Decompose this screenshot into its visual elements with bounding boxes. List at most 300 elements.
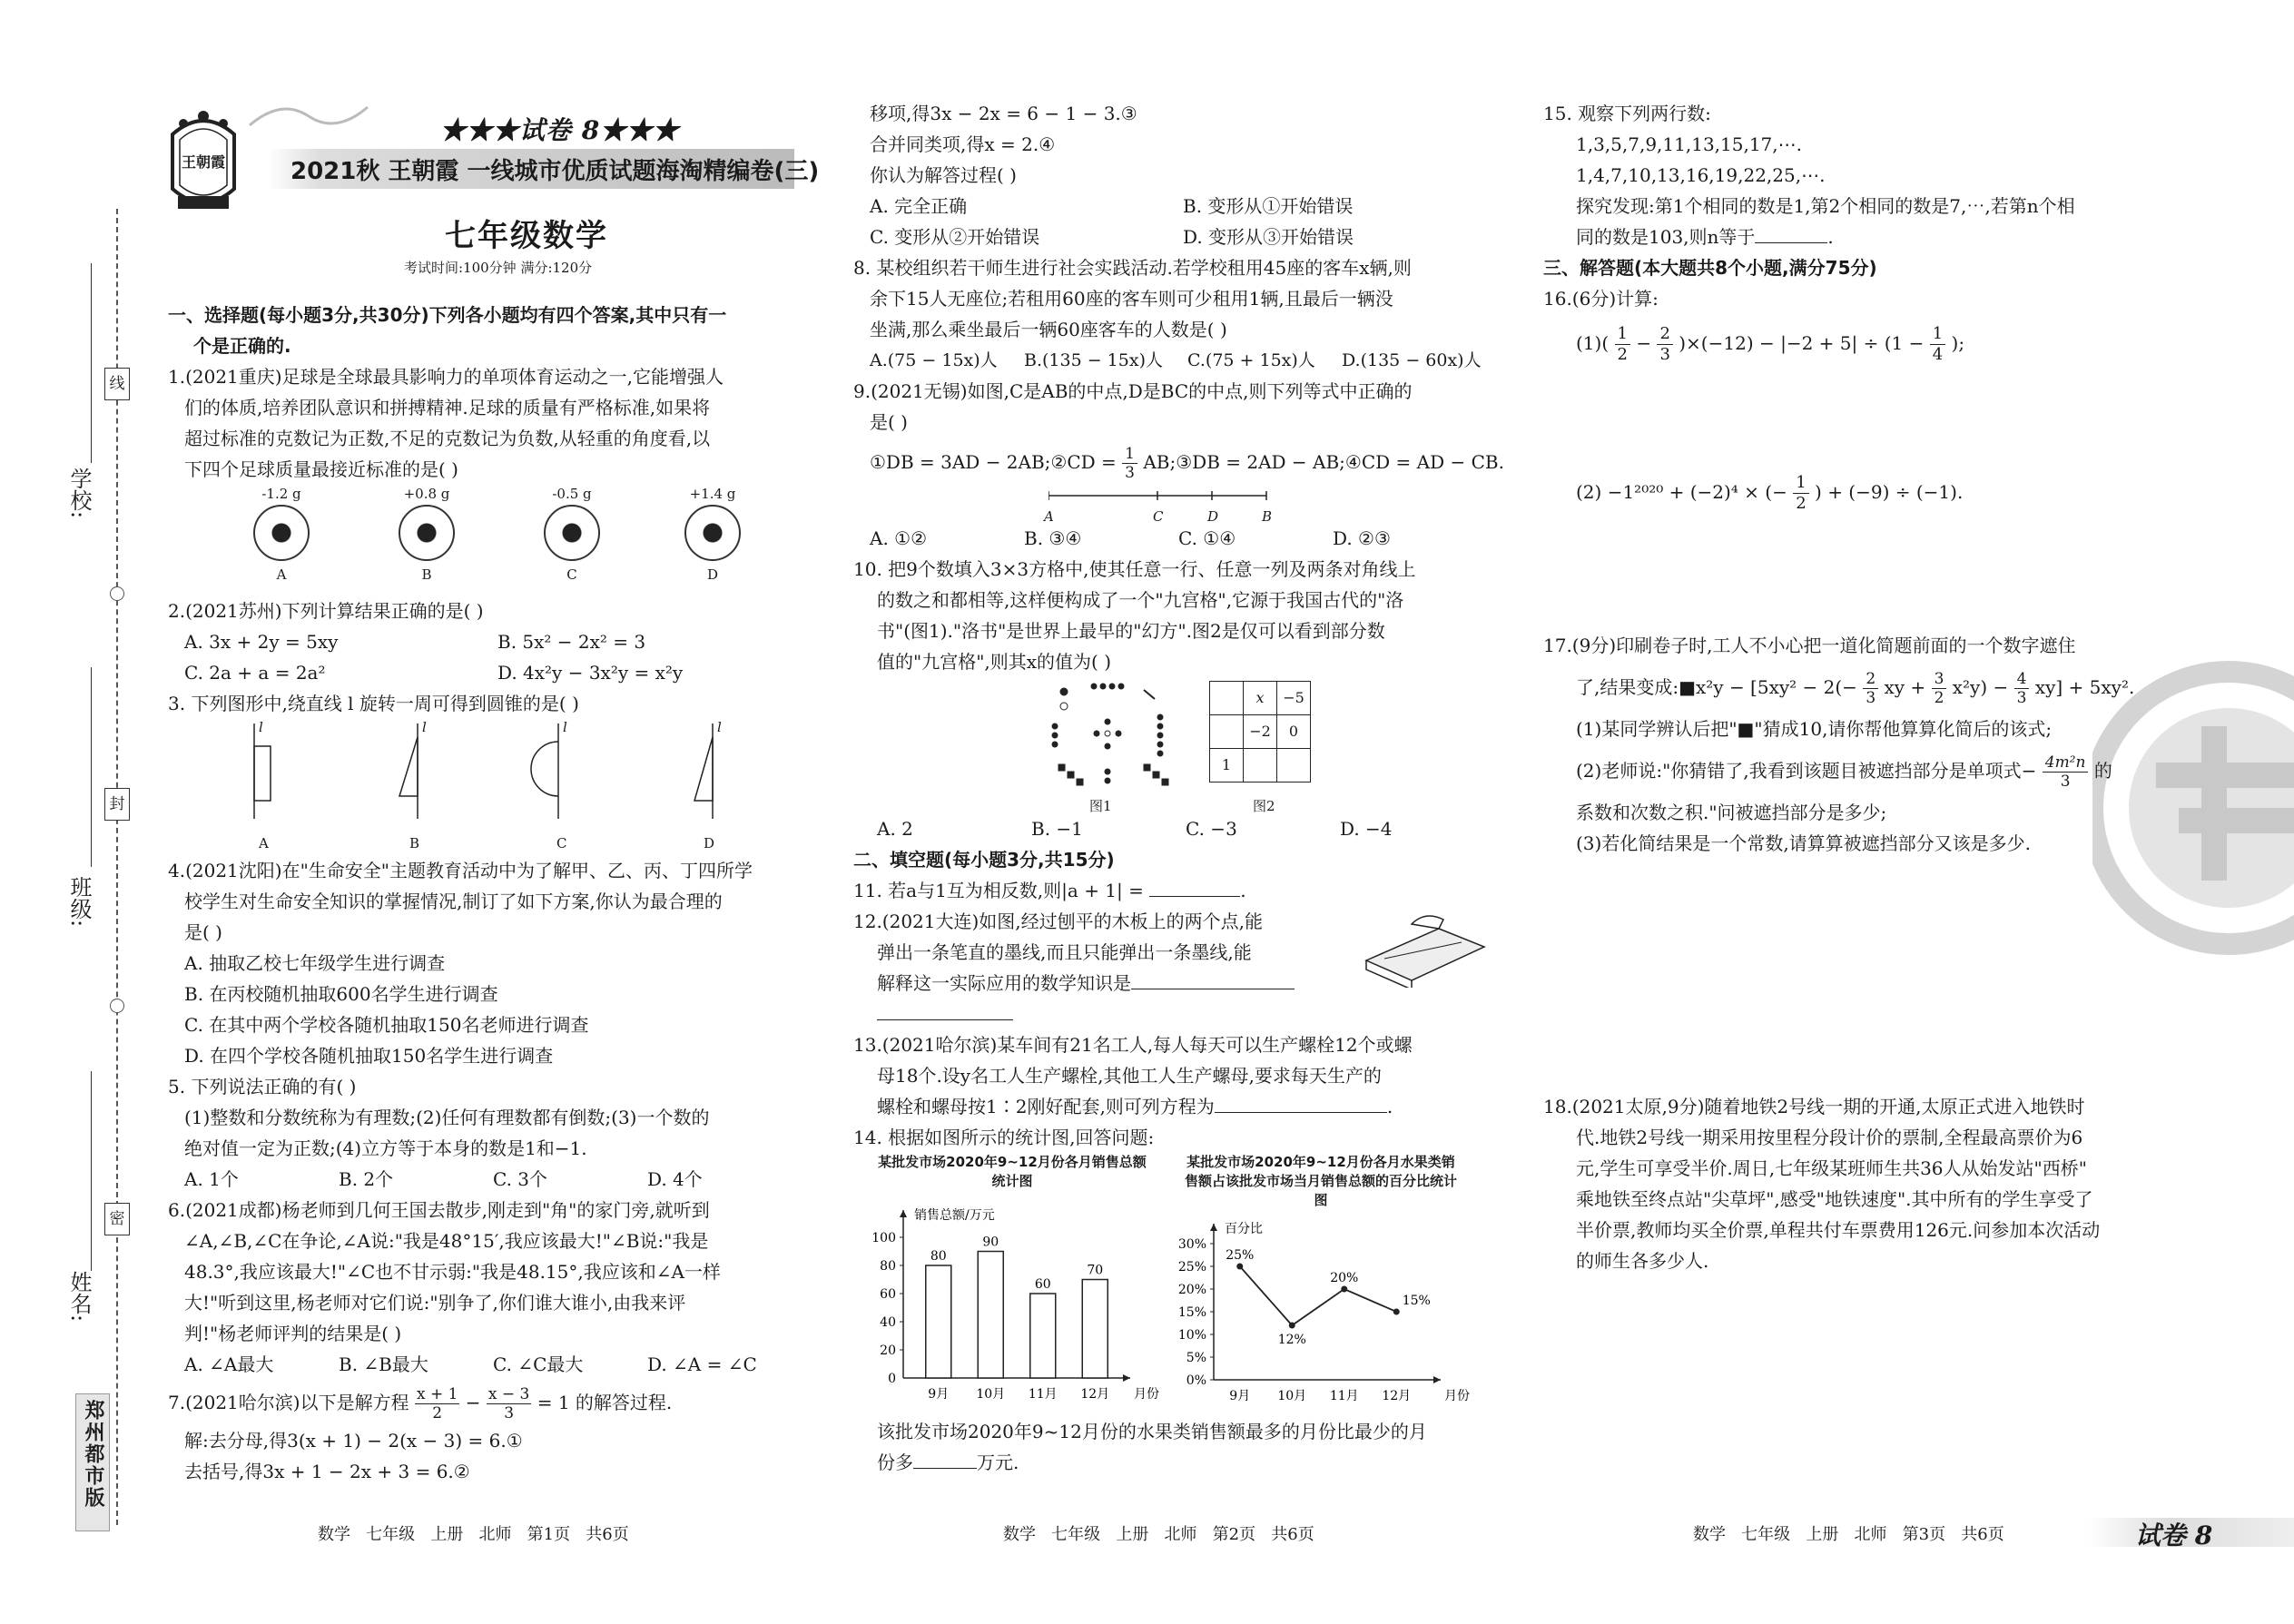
q8-line: 8. 某校组织若干师生进行社会实践活动.若学校租用45座的客车x辆,则 — [853, 257, 1412, 279]
q11-text: 11. 若a与1互为相反数,则|a + 1| = — [853, 880, 1144, 901]
y-tick-label: 100 — [871, 1231, 896, 1245]
bar — [978, 1252, 1003, 1379]
q14-text: 份多 — [877, 1452, 913, 1473]
q12-line-blank — [853, 999, 1511, 1029]
q18-line: 18.(2021太原,9分)随着地铁2号线一期的开通,太原正式进入地铁时 — [1543, 1096, 2085, 1117]
bar — [926, 1265, 951, 1378]
q1-line: 1.(2021重庆)足球是全球最具影响力的单项体育运动之一,它能增强人 — [168, 366, 724, 388]
q17-part-3: (3)若化简结果是一个常数,请算算被遮挡部分又该是多少. — [1576, 832, 2032, 854]
minus-sign: − — [1636, 332, 1652, 354]
q12-text: 解释这一实际应用的数学知识是 — [877, 972, 1131, 994]
q16-1-close: ); — [1951, 332, 1965, 354]
q3-axis-label: l — [717, 719, 722, 735]
y-tick-label: 20% — [1177, 1283, 1206, 1297]
q9-option-c: C. ①④ — [1178, 527, 1236, 549]
q5-option-a: A. 1个 — [184, 1168, 239, 1190]
ribbon-icon — [245, 98, 372, 134]
y-tick-label: 10% — [1177, 1328, 1206, 1343]
class-line — [91, 667, 92, 867]
x-tick-label: 12月 — [1080, 1387, 1110, 1402]
fraction — [1793, 473, 1808, 514]
frac-num: x − 3 — [487, 1385, 530, 1403]
q17-part-2-tail: 的 — [2093, 760, 2112, 782]
q8-line: 坐满,那么乘坐最后一辆60座客车的人数是( ) — [870, 319, 1227, 340]
q2-option-d: D. 4x²y − 3x²y = x²y — [497, 662, 684, 684]
logo-badge — [156, 107, 251, 216]
point-data-label: 15% — [1402, 1294, 1431, 1308]
q15-answer-blank[interactable] — [1755, 222, 1827, 243]
q6-line: 判!"杨老师评判的结果是( ) — [184, 1323, 402, 1344]
q13-line: 螺栓和螺母按1∶2刚好配套,则可列方程为 . — [853, 1091, 1511, 1122]
q10-option-b: B. −1 — [1031, 818, 1083, 840]
figure-1-caption: 图1 — [1089, 798, 1112, 814]
ball-option-c — [536, 485, 608, 586]
q6-option-a: A. ∠A最大 — [184, 1353, 274, 1375]
soccer-ball-icon — [253, 505, 310, 561]
q16-2-tail: ) + (−9) ÷ (−1). — [1815, 481, 1964, 503]
q9-option-d: D. ②③ — [1333, 527, 1391, 549]
q9-equations — [853, 438, 1511, 487]
q7-stem — [168, 1380, 822, 1425]
q5-line: (1)整数和分数统称为有理数;(2)任何有理数都有倒数;(3)一个数的 — [184, 1107, 710, 1128]
frac-den: 3 — [1125, 464, 1135, 482]
y-tick-label: 40 — [880, 1315, 896, 1330]
ball-value: -1.2 g — [261, 486, 301, 502]
ball-value: -0.5 g — [552, 486, 592, 502]
q8-option-a: A.(75 − 15x)人 — [870, 350, 998, 370]
q7-option-d: D. 变形从③开始错误 — [1183, 226, 1354, 248]
point-label-c: C — [1153, 508, 1164, 525]
frac-den: 2 — [1617, 345, 1628, 364]
q15-seq-2: 1,4,7,10,13,16,19,22,25,⋯. — [1576, 164, 1826, 186]
frac-den: 2 — [1796, 494, 1807, 513]
q17-part-2-text: (2)老师说:"你猜错了,我看到该题目被遮挡部分是单项式− — [1576, 760, 2037, 782]
y-axis-arrow-icon — [900, 1210, 907, 1217]
q15-line: 15. 观察下列两行数: — [1543, 103, 1711, 124]
q15-line: 同的数是103,则n等于 . — [1543, 221, 2197, 252]
grid-cell — [1244, 749, 1277, 782]
frac-num: 1 — [1122, 445, 1137, 464]
q18-line: 乘地铁至终点站"尖草坪",感受"地铁速度".其中所有的学生享受了 — [1576, 1188, 2093, 1210]
figure-2-caption: 图2 — [1253, 798, 1275, 814]
q2-stem: 2.(2021苏州)下列计算结果正确的是( ) — [168, 600, 484, 622]
frac-num: 1 — [1930, 324, 1945, 345]
grid-cell: 0 — [1277, 715, 1311, 749]
fraction — [1615, 324, 1630, 365]
q5-option-b: B. 2个 — [339, 1168, 394, 1190]
q12-answer-blank[interactable] — [1131, 969, 1295, 989]
fraction — [2014, 670, 2030, 707]
frac-den: 2 — [432, 1404, 443, 1422]
q7-step-1: 解:去分母,得3(x + 1) − 2(x − 3) = 6.① — [184, 1430, 523, 1452]
q9-eq-part-a: ①DB = 3AD − 2AB;②CD = — [870, 451, 1117, 473]
x-axis-arrow-icon — [1433, 1376, 1441, 1383]
binding-box-seal: 封 — [104, 788, 130, 821]
fraction — [2043, 753, 2089, 791]
q14-question-cont — [853, 1447, 1511, 1478]
exam-info: 考试时间:100分钟 满分:120分 — [404, 260, 593, 276]
bar — [1030, 1294, 1056, 1378]
q7-fraction-2 — [487, 1385, 531, 1422]
magic-square-grid — [1209, 681, 1311, 782]
bar — [1082, 1280, 1108, 1379]
y-axis-arrow-icon — [1210, 1224, 1217, 1231]
point-label-d: D — [1207, 508, 1219, 525]
q4-option-b: B. 在丙校随机抽取600名学生进行调查 — [184, 983, 498, 1005]
q7-fraction-1 — [415, 1385, 459, 1422]
bar-data-label: 90 — [982, 1235, 999, 1250]
q10-option-a: A. 2 — [877, 818, 913, 840]
section-3-heading: 三、解答题(本大题共8个小题,满分75分) — [1543, 257, 1877, 279]
point-data-label: 20% — [1330, 1271, 1359, 1285]
x-tick-label: 12月 — [1382, 1389, 1412, 1403]
q2-options-row — [168, 657, 822, 688]
frac-num: 1 — [1793, 473, 1808, 494]
q16-1-open: (1)( — [1576, 332, 1610, 354]
section-1-heading: 一、选择题(每小题3分,共30分)下列各小题均有四个答案,其中只有一 — [168, 304, 727, 326]
q15-text: 同的数是103,则n等于 — [1576, 226, 1756, 248]
q3-stem: 3. 下列图形中,绕直线 l 旋转一周可得到圆锥的是( ) — [168, 693, 579, 714]
answer-space — [1543, 521, 2197, 630]
q17-line: 17.(9分)印刷卷子时,工人不小心把一道化简题前面的一个数字遮住 — [1543, 635, 2076, 656]
x-tick-label: 10月 — [976, 1387, 1006, 1402]
binding-box-line: 线 — [104, 368, 130, 400]
q6-option-b: B. ∠B最大 — [339, 1353, 428, 1375]
q1-line: 们的体质,培养团队意识和拼搏精神.足球的质量有严格标准,如果将 — [184, 397, 711, 418]
frac-num: 4 — [2014, 670, 2030, 689]
soccer-ball-icon — [399, 505, 455, 561]
q9-fraction — [1122, 445, 1137, 482]
grid-cell — [1277, 749, 1311, 782]
q2-option-c: C. 2a + a = 2a² — [184, 662, 326, 684]
q18-line: 代.地铁2号线一期采用按里程分段计价的票制,全程最高票价为6 — [1576, 1127, 2083, 1148]
fraction — [1932, 670, 1947, 707]
q10-line: 值的"九宫格",则其x的值为( ) — [877, 651, 1111, 673]
q8-option-c: C.(75 + 15x)人 — [1187, 350, 1315, 370]
q18-line: 元,学生可享受半价.周日,七年级某班师生共36人从始发站"西桥" — [1576, 1157, 2087, 1179]
frac-den: 3 — [1659, 345, 1670, 364]
q17-expr-b: xy + — [1884, 676, 1926, 698]
frac-den: 4 — [1932, 345, 1944, 364]
data-point — [1341, 1286, 1347, 1293]
grid-cell: 1 — [1210, 749, 1244, 782]
data-point — [1236, 1264, 1243, 1270]
line-chart — [1173, 1215, 1472, 1414]
q7-option-c: C. 变形从②开始错误 — [870, 226, 1040, 248]
q17-expression — [1543, 661, 2197, 714]
q14-answer-blank[interactable] — [913, 1448, 977, 1469]
ball-label: B — [421, 566, 432, 583]
q4-line: 校学生对生命安全知识的掌握情况,制订了如下方案,你认为最合理的 — [184, 891, 723, 912]
q4-line: 4.(2021沈阳)在"生命安全"主题教育活动中为了解甲、乙、丙、丁四所学 — [168, 860, 753, 881]
q5-line: 绝对值一定为正数;(4)立方等于本身的数是1和−1. — [184, 1137, 587, 1159]
frac-num: 4m²n — [2043, 753, 2089, 773]
q7-step-3: 移项,得3x − 2x = 6 − 1 − 3.③ — [870, 103, 1137, 124]
q7-step-2: 去括号,得3x + 1 − 2x + 3 = 6.② — [184, 1461, 470, 1482]
q10-line: 的数之和都相等,这样便构成了一个"九宫格",它源于我国古代的"洛 — [877, 589, 1404, 611]
bar-chart-title: 某批发市场2020年9~12月份各月销售总额统计图 — [878, 1154, 1147, 1189]
grid-cell — [1210, 715, 1244, 749]
minus-sign: − — [465, 1392, 481, 1413]
q7-option-a: A. 完全正确 — [870, 195, 968, 217]
soccer-ball-icon — [684, 505, 741, 561]
q3-label-d: D — [704, 835, 715, 851]
q13-answer-blank[interactable] — [1215, 1092, 1387, 1113]
footer-page-1: 数学 七年级 上册 北师 第1页 共6页 — [318, 1525, 629, 1544]
q7-step-4: 合并同类项,得x = 2.④ — [870, 133, 1056, 155]
q8-option-d: D.(135 − 60x)人 — [1342, 350, 1482, 370]
q8-line: 余下15人无座位;若租用60座的客车则可少租用1辆,且最后一辆没 — [870, 288, 1393, 310]
section-1-heading-cont: 个是正确的. — [193, 335, 291, 357]
x-tick-label: 11月 — [1329, 1389, 1359, 1403]
class-label: 班级: — [66, 876, 92, 928]
q6-line: 大!"听到这里,杨老师对它们说:"别争了,你们谁大谁小,由我来评 — [184, 1292, 686, 1314]
q7-option-b: B. 变形从①开始错误 — [1183, 195, 1354, 217]
q9-options-row — [853, 523, 1511, 554]
column-2 — [853, 98, 1511, 1478]
q6-line: ∠A,∠B,∠C在争论,∠A说:"我是48°15′,我应该最大!"∠B说:"我是 — [184, 1230, 709, 1252]
q4-option-d: D. 在四个学校各随机抽取150名学生进行调查 — [184, 1045, 554, 1067]
name-line — [91, 1071, 92, 1271]
x-tick-label: 11月 — [1028, 1387, 1058, 1402]
frac-num: 2 — [1657, 324, 1672, 345]
q3-label-c: C — [556, 835, 567, 851]
data-point — [1393, 1309, 1400, 1315]
q10-figures — [853, 677, 1511, 813]
ball-label: A — [276, 566, 287, 583]
frac-den: 3 — [2016, 689, 2027, 707]
frac-den: 3 — [2060, 773, 2071, 791]
q3-axis-label: l — [422, 719, 427, 735]
edition-badge — [75, 1393, 110, 1531]
y-tick-label: 80 — [880, 1259, 896, 1274]
frac-den: 3 — [504, 1404, 515, 1422]
q10-line: 10. 把9个数填入3×3方格中,使其任意一行、任意一列及两条对角线上 — [853, 558, 1416, 580]
footer-paper-tag: 试卷 8 — [2135, 1521, 2213, 1550]
y-tick-label: 0% — [1186, 1373, 1206, 1388]
q10-options-row — [853, 813, 1511, 844]
frac-num: 2 — [1863, 670, 1878, 689]
shape-d-triangle — [694, 723, 713, 819]
q16-part-2 — [1543, 463, 2197, 521]
dashed-cut-line — [116, 209, 118, 1525]
bar-data-label: 60 — [1034, 1277, 1051, 1292]
q18-line: 半价票,教师均买全价票,单程共付车票费用126元.问参加本次活动 — [1576, 1219, 2101, 1241]
fraction — [1863, 670, 1878, 707]
name-label: 姓名: — [66, 1271, 92, 1323]
q6-options-row — [168, 1349, 822, 1380]
q3-axis-label: l — [259, 719, 263, 735]
q3-label-a: A — [259, 835, 269, 851]
q5-line: 5. 下列说法正确的有( ) — [168, 1076, 357, 1097]
q14-unit: 万元. — [977, 1452, 1019, 1473]
q7-options-row — [853, 221, 1511, 252]
answer-space — [1543, 859, 2197, 1091]
q15-line: 探究发现:第1个相同的数是1,第2个相同的数是7,⋯,若第n个相 — [1576, 195, 2075, 217]
ball-option-b — [390, 485, 463, 586]
q5-option-d: D. 4个 — [647, 1168, 703, 1190]
bar-chart — [862, 1196, 1159, 1414]
q4-option-c: C. 在其中两个学校各随机抽取150名老师进行调查 — [184, 1014, 589, 1036]
school-label: 学校: — [66, 468, 92, 519]
q1-line: 超过标准的克数记为正数,不足的克数记为负数,从轻重的角度看,以 — [184, 428, 711, 449]
q6-line: 6.(2021成都)杨老师到几何王国去散步,刚走到"角"的家门旁,就听到 — [168, 1199, 710, 1221]
subject-title: 七年级数学 — [445, 218, 608, 254]
series-title: 2021秋 王朝霞 一线城市优质试题海淘精编卷(三) — [290, 158, 820, 185]
q13-text: 螺栓和螺母按1∶2刚好配套,则可列方程为 — [877, 1096, 1215, 1117]
q3-label-b: B — [409, 835, 420, 851]
q8-options-row — [853, 345, 1511, 376]
binding-strip — [0, 0, 159, 1624]
y-tick-label: 60 — [880, 1287, 896, 1302]
q17-part-1: (1)某同学辨认后把"■"猜成10,请你帮他算算化简后的该式; — [1576, 718, 2053, 740]
q12-line: 12.(2021大连)如图,经过刨平的木板上的两个点,能 — [853, 910, 1264, 932]
line-chart-title: 某批发市场2020年9~12月份各月水果类销售额占该批发市场当月销售总额的百分比统计图 — [1184, 1154, 1457, 1208]
q12-line: 弹出一条笔直的墨线,而且只能弹出一条墨线,能 — [877, 941, 1252, 963]
column-3 — [1543, 98, 2197, 1276]
wood-plank-ink-line-icon — [1357, 906, 1493, 988]
grid-row — [1210, 682, 1311, 715]
point-label-a: A — [1044, 508, 1054, 525]
q16-stem: 16.(6分)计算: — [1543, 288, 1659, 310]
x-tick-label: 10月 — [1277, 1389, 1307, 1403]
q9-segment-figure — [853, 487, 1511, 523]
x-tick-label: 9月 — [1229, 1389, 1251, 1403]
y-tick-label: 5% — [1186, 1351, 1206, 1365]
luoshu-diagram-icon — [1044, 681, 1180, 790]
frac-num: 1 — [1615, 324, 1630, 345]
q6-line: 48.3°,我应该最大!"∠C也不甘示弱:"我是48.15°,我应该和∠A一样 — [184, 1261, 721, 1283]
school-line — [91, 263, 92, 463]
q5-options-row — [168, 1164, 822, 1195]
series-line — [1240, 1266, 1397, 1325]
q2-option-a: A. 3x + 2y = 5xy — [184, 631, 339, 653]
data-point — [1289, 1323, 1295, 1329]
q13-line: 母18个.设y名工人生产螺栓,其他工人生产螺母,要求每天生产的 — [877, 1065, 1382, 1087]
q18-line: 的师生各多少人. — [1576, 1250, 1709, 1272]
ball-option-a — [245, 485, 318, 586]
shape-a-rectangle — [254, 723, 271, 819]
shape-c-semicircle — [531, 723, 558, 819]
q3-axis-label: l — [563, 719, 567, 735]
q10-line: 书"(图1)."洛书"是世界上最早的"幻方".图2是仅可以看到部分数 — [877, 620, 1385, 642]
q6-option-d: D. ∠A = ∠C — [647, 1353, 757, 1375]
q9-line: 是( ) — [870, 411, 908, 433]
frac-num: x + 1 — [416, 1385, 458, 1403]
q9-option-b: B. ③④ — [1024, 527, 1082, 549]
q2-option-b: B. 5x² − 2x² = 3 — [497, 631, 646, 653]
point-data-label: 12% — [1277, 1333, 1306, 1347]
grid-row — [1210, 749, 1311, 782]
q9-option-a: A. ①② — [870, 527, 928, 549]
q12-answer-blank-cont[interactable] — [877, 999, 1013, 1020]
grid-cell: x — [1244, 682, 1277, 715]
q1-line: 下四个足球质量最接近标准的是( ) — [184, 458, 458, 480]
q7-options-row — [853, 191, 1511, 221]
q9-line: 9.(2021无锡)如图,C是AB的中点,D是BC的中点,则下列等式中正确的 — [853, 380, 1413, 402]
ball-label: D — [706, 566, 719, 583]
fraction — [1657, 324, 1672, 365]
origin-label: 0 — [888, 1372, 896, 1386]
q14-question: 该批发市场2020年9~12月份的水果类销售额最多的月份比最少的月 — [877, 1421, 1427, 1442]
y-tick-label: 30% — [1177, 1237, 1206, 1252]
q16-1-mid: )×(−12) − |−2 + 5| ÷ (1 − — [1679, 332, 1925, 354]
soccer-ball-icon — [544, 505, 600, 561]
q4-option-a: A. 抽取乙校七年级学生进行调查 — [184, 952, 446, 974]
shape-b-triangle — [399, 723, 418, 819]
q14-stem: 14. 根据如图所示的统计图,回答问题: — [853, 1127, 1155, 1148]
q8-option-b: B.(135 − 15x)人 — [1024, 350, 1163, 370]
q11-stem: 11. 若a与1互为相反数,则|a + 1| = . — [853, 875, 1511, 906]
frac-den: 2 — [1934, 689, 1944, 707]
q9-eq-part-b: AB;③DB = 2AD − AB;④CD = AD − CB. — [1143, 451, 1504, 473]
q17-expr-c: x²y) − — [1952, 676, 2009, 698]
q2-options-row — [168, 626, 822, 657]
frac-num: 3 — [1932, 670, 1947, 689]
q15-seq-1: 1,3,5,7,9,11,13,15,17,⋯. — [1576, 133, 1802, 155]
ball-value: +1.4 g — [689, 486, 736, 502]
q12-block — [853, 906, 1511, 1029]
q14-charts — [853, 1153, 1511, 1416]
bar-data-label: 80 — [930, 1249, 947, 1264]
binding-hole-icon — [110, 586, 124, 601]
y-tick-label: 20 — [880, 1343, 896, 1358]
ball-value: +0.8 g — [403, 486, 450, 502]
fraction — [1930, 324, 1945, 365]
section-2-heading: 二、填空题(每小题3分,共15分) — [853, 849, 1115, 871]
frac-den: 3 — [1866, 689, 1876, 707]
line-segment-diagram — [1049, 487, 1321, 523]
edition-text: 郑州都市版 — [82, 1400, 105, 1509]
footer-page-3: 数学 七年级 上册 北师 第3页 共6页 — [1693, 1525, 2004, 1544]
q13-line: 13.(2021哈尔滨)某车间有21名工人,每人每天可以生产螺栓12个或螺 — [853, 1034, 1413, 1056]
paper-tag-title: ★★★试卷 8★★★ — [440, 115, 680, 145]
q16-2-head: (2) −1²⁰²⁰ + (−2)⁴ × (− — [1576, 481, 1787, 503]
q10-option-d: D. −4 — [1340, 818, 1393, 840]
q7-question: 你认为解答过程( ) — [870, 164, 1017, 186]
binding-box-secret: 密 — [104, 1203, 130, 1235]
q16-part-1 — [1543, 314, 2197, 372]
ball-option-d — [676, 485, 749, 586]
q17-expr-d: xy] + 5xy². — [2034, 676, 2135, 698]
q11-answer-blank[interactable] — [1149, 876, 1240, 897]
q1-figure — [168, 485, 822, 595]
q17-part-2-cont: 系数和次数之积."问被遮挡部分是多少; — [1576, 802, 1887, 823]
q7-stem-tail: = 1 的解答过程. — [537, 1392, 673, 1413]
q17-part-2 — [1543, 744, 2197, 797]
column-1 — [168, 300, 822, 1487]
x-axis-label: 月份 — [1134, 1387, 1159, 1402]
answer-space — [1543, 372, 2197, 463]
grid-cell — [1210, 682, 1244, 715]
q17-expr-head: 了,结果变成:■x²y − [5xy² − 2(− — [1576, 676, 1857, 698]
q5-option-c: C. 3个 — [493, 1168, 548, 1190]
x-axis-arrow-icon — [1123, 1374, 1130, 1382]
y-tick-label: 25% — [1177, 1260, 1206, 1275]
grid-row — [1210, 715, 1311, 749]
logo-text: 王朝霞 — [181, 153, 225, 171]
ribbon-decoration — [245, 98, 372, 134]
grid-cell: −2 — [1244, 715, 1277, 749]
y-tick-label: 15% — [1177, 1305, 1206, 1320]
ball-label: C — [566, 566, 577, 583]
q4-line: 是( ) — [184, 921, 222, 943]
binding-hole-icon — [110, 999, 124, 1013]
footer-page-2: 数学 七年级 上册 北师 第2页 共6页 — [1003, 1525, 1314, 1544]
q3-figure — [168, 719, 822, 855]
q6-option-c: C. ∠C最大 — [493, 1353, 584, 1375]
grid-cell: −5 — [1277, 682, 1311, 715]
